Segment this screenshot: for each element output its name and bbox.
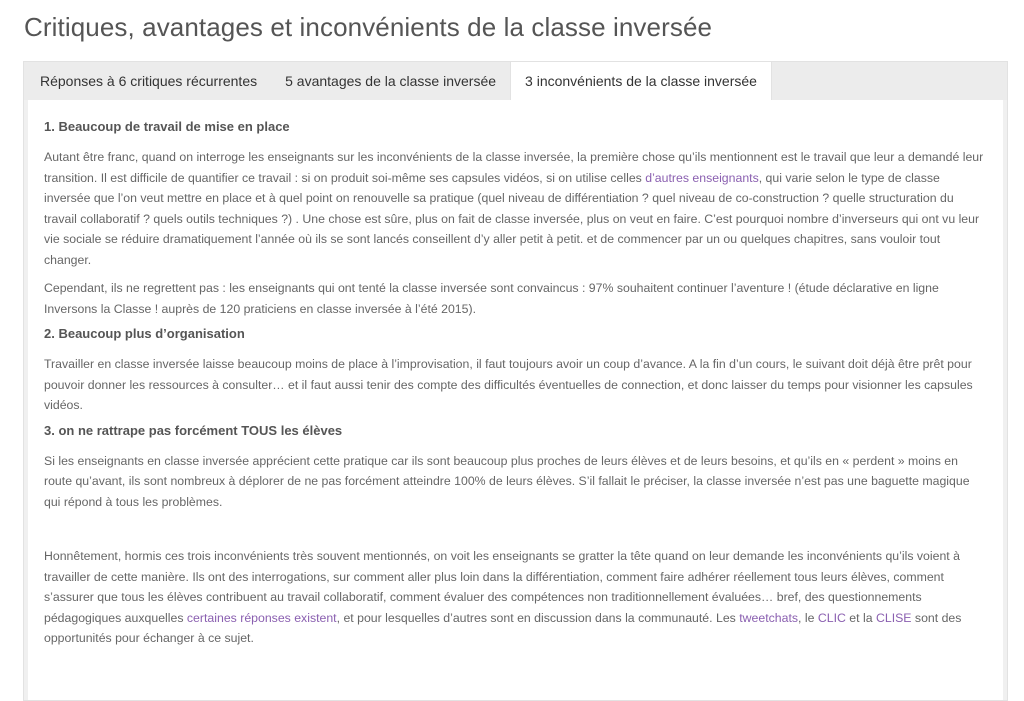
tabs-container xyxy=(23,61,1008,701)
conclusion-paragraph xyxy=(44,546,987,649)
tab-panel-inconvenients xyxy=(28,100,1003,700)
tab-bar xyxy=(24,62,1007,100)
text-segment: , qui varie selon le type de classe inversée que l’on veut mettre en place et à quel point on renouvelle sa pratique (quel niveau de différentiation ? quel niveau de co-construction ? quelle structuration du travail collaboratif ? quels outils techniques ?) . Une chose est sûre, plus on fait de classe inversée, plus on veut en faire. C’est pourquoi nombre d’inverseurs qui ont vu leur vie sociale se réduire dramatiquement l’année où ils se sont lancés conseillent d’y aller petit à petit. et de commencer par un ou quelques chapitres, sans vouloir tout changer. xyxy=(44,170,980,267)
section3-paragraph-1: Si les enseignants en classe inversée apprécient cette pratique car ils sont beaucoup plus proches de leurs élèves et de leurs besoins, et qu’ils en « perdent » moins en route qu’avant, ils sont nombreux à déplorer de ne pas forcément atteindre 100% de leurs élèves. S’il fallait le préciser, la classe inversée n’est pas une baguette magique qui répond à tous les problèmes. xyxy=(44,453,970,509)
page-title: Critiques, avantages et inconvénients de la classe inversée xyxy=(24,12,713,42)
link-clic[interactable]: CLIC xyxy=(817,610,846,625)
section-title-2: 2. Beaucoup plus d’organisation xyxy=(44,326,245,341)
text-segment: et la xyxy=(845,610,876,625)
section2-paragraph-1: Travailler en classe inversée laisse beaucoup moins de place à l’improvisation, il faut toujours avoir un coup d’avance. A la fin d’un cours, le suivant doit déjà être prêt pour pouvoir donner les ressources à consulter… et il faut aussi tenir des compte des difficultés éventuelles de connection, et donc laisser du temps pour visionner les capsules vidéos. xyxy=(44,357,973,412)
link-clise[interactable]: CLISE xyxy=(875,610,912,625)
section1-paragraph-2: Cependant, ils ne regrettent pas : les enseignants qui ont tenté la classe inversée sont convaincus : 97% souhaitent continuer l’aventure ! (étude déclarative en ligne Inversons la Classe ! auprès de 120 praticiens en classe inversée à l’été 2015). xyxy=(44,281,939,316)
section-title-1: 1. Beaucoup de travail de mise en place xyxy=(44,119,290,134)
tab-avantages[interactable]: 5 avantages de la classe inversée xyxy=(285,73,497,89)
link-autres-enseignants[interactable]: d’autres enseignants xyxy=(645,170,759,185)
text-segment: sont des opportunités pour échanger à ce sujet. xyxy=(44,610,962,645)
link-tweetchats[interactable]: tweetchats xyxy=(739,610,799,625)
text-segment: Autant être franc, quand on interroge les enseignants sur les inconvénients de la classe inversée, la première chose qu’ils mentionnent est le travail que leur a demandé leur transition. Il est difficile de quantifier ce travail : si on produit soi-même ses capsules vidéos, si on utilise celles xyxy=(44,150,984,185)
link-certaines-reponses[interactable]: certaines réponses existent xyxy=(186,610,337,625)
text-segment: , le xyxy=(798,610,818,625)
tab-critiques[interactable]: Réponses à 6 critiques récurrentes xyxy=(40,73,258,89)
text-segment: Honnêtement, hormis ces trois inconvénients très souvent mentionnés, on voit les enseignants se gratter la tête quand on leur demande les inconvénients qu’ils voient à travailler de cette manière. Ils ont des interrogations, sur comment aller plus loin dans la différentiation, comment faire adhérer réellement tous leurs élèves, comment s’assurer que tous les élèves contribuent au travail collaboratif, comment évaluer des compétences non traditionnellement évaluées… bref, des questionnements pédagogiques auxquelles xyxy=(44,549,960,625)
text-segment: , et pour lesquelles d’autres sont en discussion dans la communauté. Les xyxy=(336,610,740,625)
section-title-3: 3. on ne rattrape pas forcément TOUS les élèves xyxy=(44,422,343,438)
section1-paragraph-1 xyxy=(44,147,987,270)
tab-inconvenients[interactable]: 3 inconvénients de la classe inversée xyxy=(510,62,772,100)
